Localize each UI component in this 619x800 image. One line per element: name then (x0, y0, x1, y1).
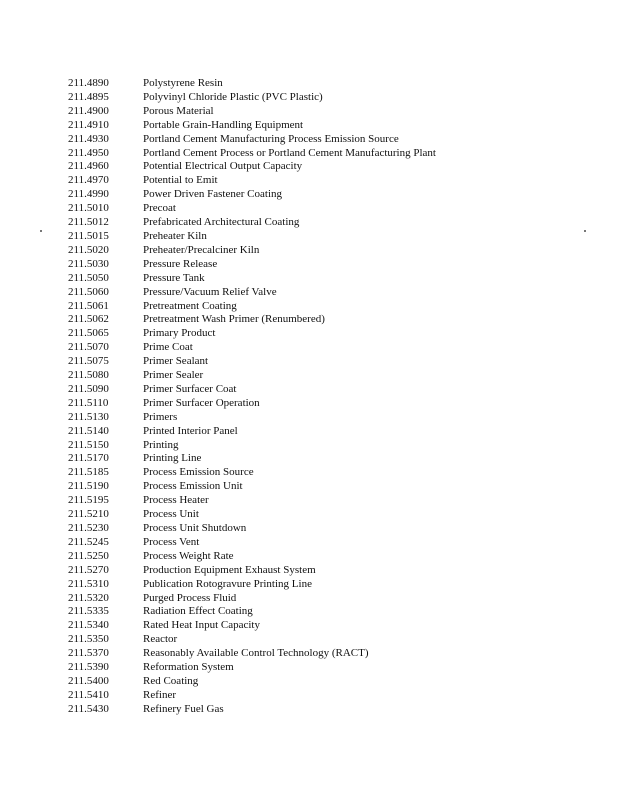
defined-term: Primer Sealer (143, 369, 204, 382)
defined-term: Polystyrene Resin (143, 77, 223, 89)
list-item (68, 355, 436, 369)
scan-speck (40, 230, 42, 232)
section-number: 211.5030 (68, 257, 109, 270)
defined-term: Printed Interior Panel (143, 424, 238, 437)
section-number: 211.5110 (68, 396, 109, 409)
section-number: 211.4990 (68, 188, 109, 201)
list-item (68, 452, 436, 466)
section-number: 211.5230 (68, 522, 109, 534)
defined-term: Process Weight Rate (143, 549, 234, 562)
defined-term: Rated Heat Input Capacity (143, 619, 260, 632)
defined-term: Portland Cement Manufacturing Process Emission Source (143, 132, 399, 145)
section-number: 211.5310 (68, 577, 109, 590)
section-number: 211.5245 (68, 535, 109, 548)
defined-term: Primer Surfacer Coat (143, 382, 237, 395)
defined-term: Primer Surfacer Operation (143, 396, 260, 409)
list-item (68, 439, 436, 453)
section-number: 211.5335 (68, 605, 109, 618)
list-item (68, 383, 436, 397)
list-item (68, 174, 436, 188)
list-item (68, 77, 436, 91)
defined-term: Production Equipment Exhaust System (143, 563, 316, 576)
section-number: 211.5015 (68, 229, 109, 242)
section-number: 211.4970 (68, 174, 109, 187)
list-item (68, 160, 436, 174)
defined-term: Potential Electrical Output Capacity (143, 160, 303, 173)
list-item (68, 230, 436, 244)
defined-term: Reactor (143, 633, 178, 646)
defined-term: Polyvinyl Chloride Plastic (PVC Plastic) (143, 90, 323, 103)
list-item (68, 244, 436, 258)
defined-term: Refinery Fuel Gas (143, 702, 224, 715)
defined-term: Purged Process Fluid (143, 591, 237, 604)
section-number: 211.5190 (68, 480, 109, 493)
list-item (68, 327, 436, 341)
defined-term: Red Coating (143, 674, 199, 687)
defined-term: Pretreatment Coating (143, 299, 237, 312)
defined-term: Power Driven Fastener Coating (143, 188, 282, 201)
list-item (68, 703, 436, 717)
list-item (68, 147, 436, 161)
list-item (68, 272, 436, 286)
list-item (68, 508, 436, 522)
list-item (68, 411, 436, 425)
section-number: 211.5170 (68, 452, 109, 465)
section-number: 211.5185 (68, 466, 109, 479)
list-item (68, 633, 436, 647)
list-item (68, 188, 436, 202)
defined-term: Preheater/Precalciner Kiln (143, 243, 260, 256)
defined-term: Potential to Emit (143, 174, 218, 187)
defined-term: Radiation Effect Coating (143, 605, 253, 618)
section-number: 211.5390 (68, 661, 109, 674)
list-item (68, 689, 436, 703)
list-item (68, 661, 436, 675)
defined-term: Refiner (143, 688, 176, 701)
list-item (68, 522, 436, 536)
section-number: 211.5250 (68, 549, 109, 562)
defined-term: Primers (143, 410, 178, 423)
defined-term: Process Emission Unit (143, 480, 243, 493)
list-item (68, 397, 436, 411)
defined-term: Prime Coat (143, 341, 193, 354)
defined-term: Printing Line (143, 452, 202, 465)
list-item (68, 369, 436, 383)
section-number: 211.5020 (68, 243, 109, 256)
defined-term: Process Vent (143, 535, 200, 548)
section-number: 211.5090 (68, 382, 109, 395)
section-number: 211.4960 (68, 160, 109, 173)
defined-term: Process Unit Shutdown (143, 522, 247, 534)
section-number: 211.5430 (68, 702, 109, 715)
defined-term: Pressure Release (143, 257, 218, 270)
list-item (68, 605, 436, 619)
list-item (68, 216, 436, 230)
list-item (68, 536, 436, 550)
section-number: 211.5130 (68, 410, 109, 423)
list-item (68, 494, 436, 508)
section-number: 211.5340 (68, 619, 109, 632)
section-number: 211.5065 (68, 327, 109, 340)
list-item (68, 592, 436, 606)
defined-term: Process Emission Source (143, 466, 254, 479)
section-number: 211.5195 (68, 494, 109, 507)
defined-term: Pretreatment Wash Primer (Renumbered) (143, 313, 325, 326)
list-item (68, 564, 436, 578)
defined-term: Portland Cement Process or Portland Cement Manufacturing Plant (143, 146, 436, 159)
section-number: 211.4910 (68, 118, 109, 131)
defined-term: Precoat (143, 202, 176, 215)
section-number: 211.4890 (68, 77, 109, 89)
list-item (68, 425, 436, 439)
section-number: 211.5070 (68, 341, 109, 354)
list-item (68, 578, 436, 592)
list-item (68, 466, 436, 480)
list-item (68, 619, 436, 633)
definitions-list (68, 77, 436, 717)
list-item (68, 105, 436, 119)
list-item (68, 647, 436, 661)
list-item (68, 480, 436, 494)
list-item (68, 202, 436, 216)
section-number: 211.5060 (68, 285, 109, 298)
section-number: 211.5270 (68, 563, 109, 576)
defined-term: Primer Sealant (143, 355, 209, 368)
defined-term: Publication Rotogravure Printing Line (143, 577, 312, 590)
section-number: 211.5370 (68, 647, 109, 660)
section-number: 211.5350 (68, 633, 109, 646)
defined-term: Process Heater (143, 494, 209, 507)
section-number: 211.5320 (68, 591, 109, 604)
section-number: 211.4895 (68, 90, 109, 103)
defined-term: Preheater Kiln (143, 229, 207, 242)
defined-term: Reasonably Available Control Technology (RACT) (143, 647, 369, 660)
section-number: 211.4900 (68, 104, 109, 117)
list-item (68, 258, 436, 272)
section-number: 211.5410 (68, 688, 109, 701)
list-item (68, 286, 436, 300)
section-number: 211.4930 (68, 132, 109, 145)
defined-term: Reformation System (143, 661, 234, 674)
defined-term: Porous Material (143, 104, 214, 117)
section-number: 211.5080 (68, 369, 109, 382)
defined-term: Portable Grain-Handling Equipment (143, 118, 304, 131)
defined-term: Primary Product (143, 327, 216, 340)
defined-term: Printing (143, 438, 179, 451)
section-number: 211.5062 (68, 313, 109, 326)
defined-term: Process Unit (143, 508, 199, 521)
defined-term: Pressure Tank (143, 271, 205, 284)
section-number: 211.5150 (68, 438, 109, 451)
list-item (68, 313, 436, 327)
list-item (68, 133, 436, 147)
list-item (68, 550, 436, 564)
list-item (68, 300, 436, 314)
list-item (68, 91, 436, 105)
section-number: 211.5400 (68, 674, 109, 687)
section-number: 211.5140 (68, 424, 109, 437)
section-number: 211.4950 (68, 146, 109, 159)
section-number: 211.5075 (68, 355, 109, 368)
section-number: 211.5010 (68, 202, 109, 215)
list-item (68, 341, 436, 355)
list-item (68, 119, 436, 133)
section-number: 211.5061 (68, 299, 109, 312)
section-number: 211.5012 (68, 216, 109, 229)
list-item (68, 675, 436, 689)
defined-term: Pressure/Vacuum Relief Valve (143, 285, 277, 298)
defined-term: Prefabricated Architectural Coating (143, 216, 300, 229)
scan-speck (584, 230, 586, 232)
section-number: 211.5210 (68, 508, 109, 521)
section-number: 211.5050 (68, 271, 109, 284)
